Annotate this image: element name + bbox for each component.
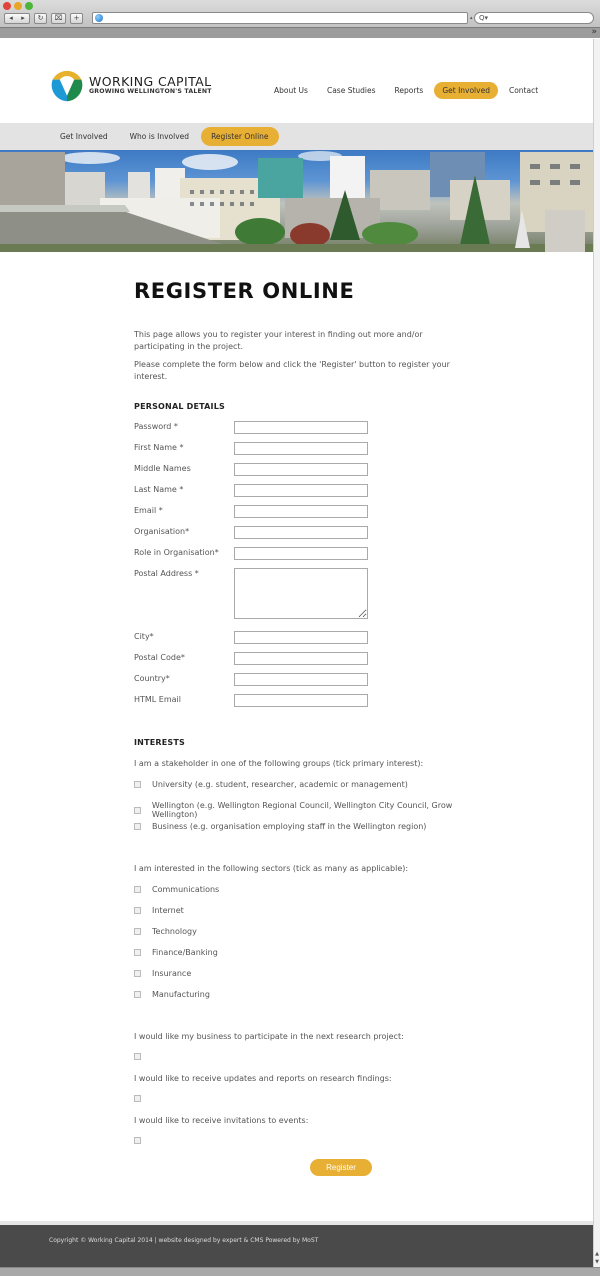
updates-checkbox[interactable] xyxy=(134,1095,141,1102)
manufacturing-label: Manufacturing xyxy=(152,990,210,999)
city-row xyxy=(134,631,374,645)
finance-checkbox[interactable] xyxy=(134,949,141,956)
manufacturing-checkbox[interactable] xyxy=(134,991,141,998)
address-dropdown-icon[interactable]: ▴ xyxy=(470,15,473,21)
role-label: Role in Organisation* xyxy=(134,548,219,557)
postal-code-label: Postal Code* xyxy=(134,653,185,662)
sub-nav xyxy=(0,123,593,150)
sector-technology[interactable] xyxy=(134,927,197,936)
business-checkbox[interactable] xyxy=(134,823,141,830)
last-name-input[interactable] xyxy=(234,484,368,497)
organisation-input[interactable] xyxy=(234,526,368,539)
stakeholder-option-university[interactable] xyxy=(134,780,408,789)
insurance-label: Insurance xyxy=(152,969,192,978)
nav-get-involved[interactable]: Get Involved xyxy=(434,82,498,99)
sector-insurance[interactable] xyxy=(134,969,191,978)
wellington-checkbox[interactable] xyxy=(134,807,141,814)
nav-case-studies[interactable]: Case Studies xyxy=(326,86,376,95)
communications-label: Communications xyxy=(152,885,220,894)
sector-communications[interactable] xyxy=(134,885,219,894)
optin-events-question: I would like to receive invitations to events: xyxy=(134,1116,309,1125)
html-email-label: HTML Email xyxy=(134,695,181,704)
sector-finance[interactable] xyxy=(134,948,218,957)
scroll-up-icon[interactable]: ▲ xyxy=(595,1251,599,1257)
communications-checkbox[interactable] xyxy=(134,886,141,893)
browser-toolbar xyxy=(0,0,600,38)
first-name-label: First Name * xyxy=(134,443,184,452)
middle-names-row xyxy=(134,463,374,477)
first-name-input[interactable] xyxy=(234,442,368,455)
finance-label: Finance/Banking xyxy=(152,948,218,957)
main-content xyxy=(134,279,474,383)
university-checkbox[interactable] xyxy=(134,781,141,788)
optin-updates[interactable] xyxy=(134,1095,152,1102)
footer-copyright: Copyright © Working Capital 2014 | website designed by expert & CMS Powered by MoST xyxy=(49,1237,319,1244)
internet-label: Internet xyxy=(152,906,184,915)
intro-text xyxy=(134,329,464,383)
sector-internet[interactable] xyxy=(134,906,184,915)
web-page xyxy=(0,39,593,1267)
events-checkbox[interactable] xyxy=(134,1137,141,1144)
html-email-input[interactable] xyxy=(234,694,368,707)
interests-heading: INTERESTS xyxy=(134,738,185,747)
postal-address-row xyxy=(134,568,374,620)
country-input[interactable] xyxy=(234,673,368,686)
site-logo[interactable] xyxy=(49,67,212,103)
registration-form xyxy=(134,402,494,1222)
snapshot-button[interactable] xyxy=(51,13,66,24)
password-input[interactable] xyxy=(234,421,368,434)
university-label: University (e.g. student, researcher, academic or management) xyxy=(152,780,408,789)
postal-address-label: Postal Address * xyxy=(134,569,199,578)
reload-icon: ↻ xyxy=(37,14,44,22)
back-forward-buttons[interactable] xyxy=(4,13,30,24)
globe-icon xyxy=(95,14,103,22)
postal-address-textarea[interactable] xyxy=(234,568,368,619)
search-icon: Q▾ xyxy=(479,14,489,22)
nav-reports[interactable]: Reports xyxy=(394,86,424,95)
register-button[interactable]: Register xyxy=(310,1159,372,1176)
html-email-row xyxy=(134,694,374,708)
banner-image xyxy=(0,150,593,252)
postal-code-input[interactable] xyxy=(234,652,368,665)
organisation-row xyxy=(134,526,374,540)
overflow-chevron-icon[interactable]: » xyxy=(591,27,597,37)
minimize-window-button[interactable] xyxy=(14,2,22,10)
middle-names-label: Middle Names xyxy=(134,464,191,473)
back-icon[interactable]: ◂ xyxy=(9,14,13,22)
stakeholder-question: I am a stakeholder in one of the following groups (tick primary interest): xyxy=(134,759,424,768)
nav-about-us[interactable]: About Us xyxy=(274,86,308,95)
bookmarks-bar xyxy=(0,27,600,38)
footer xyxy=(0,1221,593,1267)
country-row xyxy=(134,673,374,687)
address-bar[interactable] xyxy=(92,12,468,24)
email-label: Email * xyxy=(134,506,163,515)
snapshot-icon: ⌧ xyxy=(54,14,63,22)
first-name-row xyxy=(134,442,374,456)
last-name-row xyxy=(134,484,374,498)
subnav-get-involved[interactable]: Get Involved xyxy=(60,132,108,141)
business-label: Business (e.g. organisation employing staff in the Wellington region) xyxy=(152,822,427,831)
logo-title: WORKING CAPITAL xyxy=(89,74,212,89)
optin-research-question: I would like my business to participate in the next research project: xyxy=(134,1032,404,1041)
browser-status-bar xyxy=(0,1267,600,1276)
logo-subtitle: GROWING WELLINGTON'S TALENT xyxy=(89,88,212,95)
reload-button[interactable] xyxy=(34,13,47,24)
password-row xyxy=(134,421,374,435)
sectors-question: I am interested in the following sectors (tick as many as applicable): xyxy=(134,864,409,873)
add-bookmark-button[interactable] xyxy=(70,13,83,24)
role-row xyxy=(134,547,374,561)
intro-paragraph-2: Please complete the form below and click the 'Register' button to register your interest. xyxy=(134,360,450,381)
page-title: REGISTER ONLINE xyxy=(134,279,355,303)
optin-updates-question: I would like to receive updates and reports on research findings: xyxy=(134,1074,392,1083)
postal-code-row xyxy=(134,652,374,666)
personal-details-heading: PERSONAL DETAILS xyxy=(134,402,225,411)
email-input[interactable] xyxy=(234,505,368,518)
insurance-checkbox[interactable] xyxy=(134,970,141,977)
intro-paragraph-1: This page allows you to register your interest in finding out more and/or participating in the project. xyxy=(134,330,423,351)
scroll-down-icon[interactable]: ▼ xyxy=(595,1259,599,1265)
sector-manufacturing[interactable] xyxy=(134,990,210,999)
city-input[interactable] xyxy=(234,631,368,644)
forward-icon[interactable]: ▸ xyxy=(21,14,25,22)
subnav-register-online[interactable]: Register Online xyxy=(201,127,278,146)
logo-icon xyxy=(49,67,85,103)
technology-label: Technology xyxy=(152,927,197,936)
optin-events[interactable] xyxy=(134,1137,152,1144)
plus-icon: + xyxy=(73,14,80,22)
browser-search-input[interactable] xyxy=(474,12,594,24)
password-label: Password * xyxy=(134,422,178,431)
email-row xyxy=(134,505,374,519)
optin-research[interactable] xyxy=(134,1053,152,1060)
technology-checkbox[interactable] xyxy=(134,928,141,935)
nav-contact[interactable]: Contact xyxy=(508,86,539,95)
research-participation-checkbox[interactable] xyxy=(134,1053,141,1060)
window-controls xyxy=(3,2,33,10)
main-nav xyxy=(266,82,549,99)
close-window-button[interactable] xyxy=(3,2,11,10)
organisation-label: Organisation* xyxy=(134,527,190,536)
stakeholder-option-wellington[interactable] xyxy=(134,801,494,819)
wellington-label: Wellington (e.g. Wellington Regional Council, Wellington City Council, Grow Wellington) xyxy=(151,801,453,819)
zoom-window-button[interactable] xyxy=(25,2,33,10)
cityscape-illustration xyxy=(0,150,593,252)
vertical-scrollbar[interactable] xyxy=(593,39,600,1267)
stakeholder-option-business[interactable] xyxy=(134,822,426,831)
subnav-who-is-involved[interactable]: Who is Involved xyxy=(129,132,190,141)
middle-names-input[interactable] xyxy=(234,463,368,476)
last-name-label: Last Name * xyxy=(134,485,184,494)
role-input[interactable] xyxy=(234,547,368,560)
city-label: City* xyxy=(134,632,154,641)
internet-checkbox[interactable] xyxy=(134,907,141,914)
country-label: Country* xyxy=(134,674,170,683)
